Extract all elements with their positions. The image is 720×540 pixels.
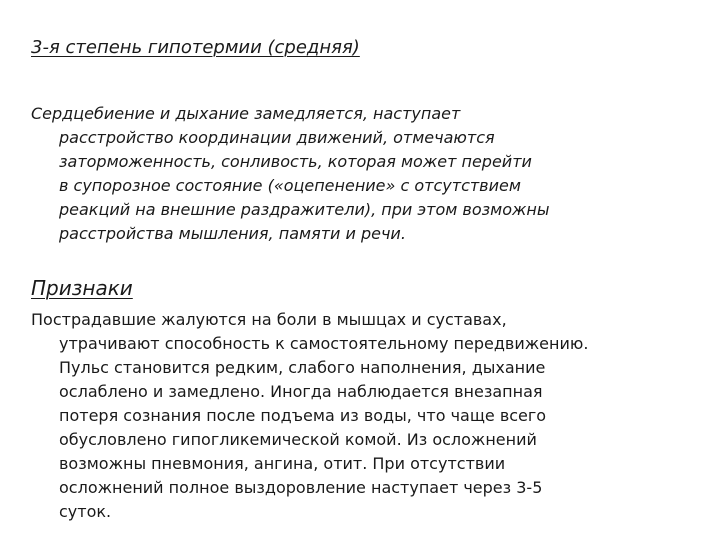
paragraph-line: расстройства мышления, памяти и речи. xyxy=(59,224,406,243)
slide-title: 3-я степень гипотермии (средняя) xyxy=(31,37,360,58)
paragraph-symptoms xyxy=(31,102,699,246)
paragraph-line: заторможенность, сонливость, которая может перейти xyxy=(59,152,532,171)
section-heading-signs: Признаки xyxy=(31,276,133,300)
paragraph-line: в супорозное состояние («оцепенение» с отсутствием xyxy=(59,176,521,195)
paragraph-line: Пострадавшие жалуются на боли в мышцах и суставах, xyxy=(31,310,507,329)
paragraph-signs xyxy=(31,308,699,524)
paragraph-line: расстройство координации движений, отмечаются xyxy=(59,128,495,147)
paragraph-line: осложнений полное выздоровление наступает через 3-5 xyxy=(59,478,543,497)
paragraph-line: ослаблено и замедлено. Иногда наблюдается внезапная xyxy=(59,382,543,401)
paragraph-line: суток. xyxy=(59,502,112,521)
paragraph-line: потеря сознания после подъема из воды, что чаще всего xyxy=(59,406,547,425)
paragraph-line: Сердцебиение и дыхание замедляется, наступает xyxy=(31,104,461,123)
paragraph-line: утрачивают способность к самостоятельному передвижению. xyxy=(59,334,589,353)
paragraph-line: реакций на внешние раздражители), при этом возможны xyxy=(59,200,550,219)
paragraph-line: Пульс становится редким, слабого наполнения, дыхание xyxy=(59,358,546,377)
paragraph-line: обусловлено гипогликемической комой. Из осложнений xyxy=(59,430,537,449)
paragraph-line: возможны пневмония, ангина, отит. При отсутствии xyxy=(59,454,506,473)
